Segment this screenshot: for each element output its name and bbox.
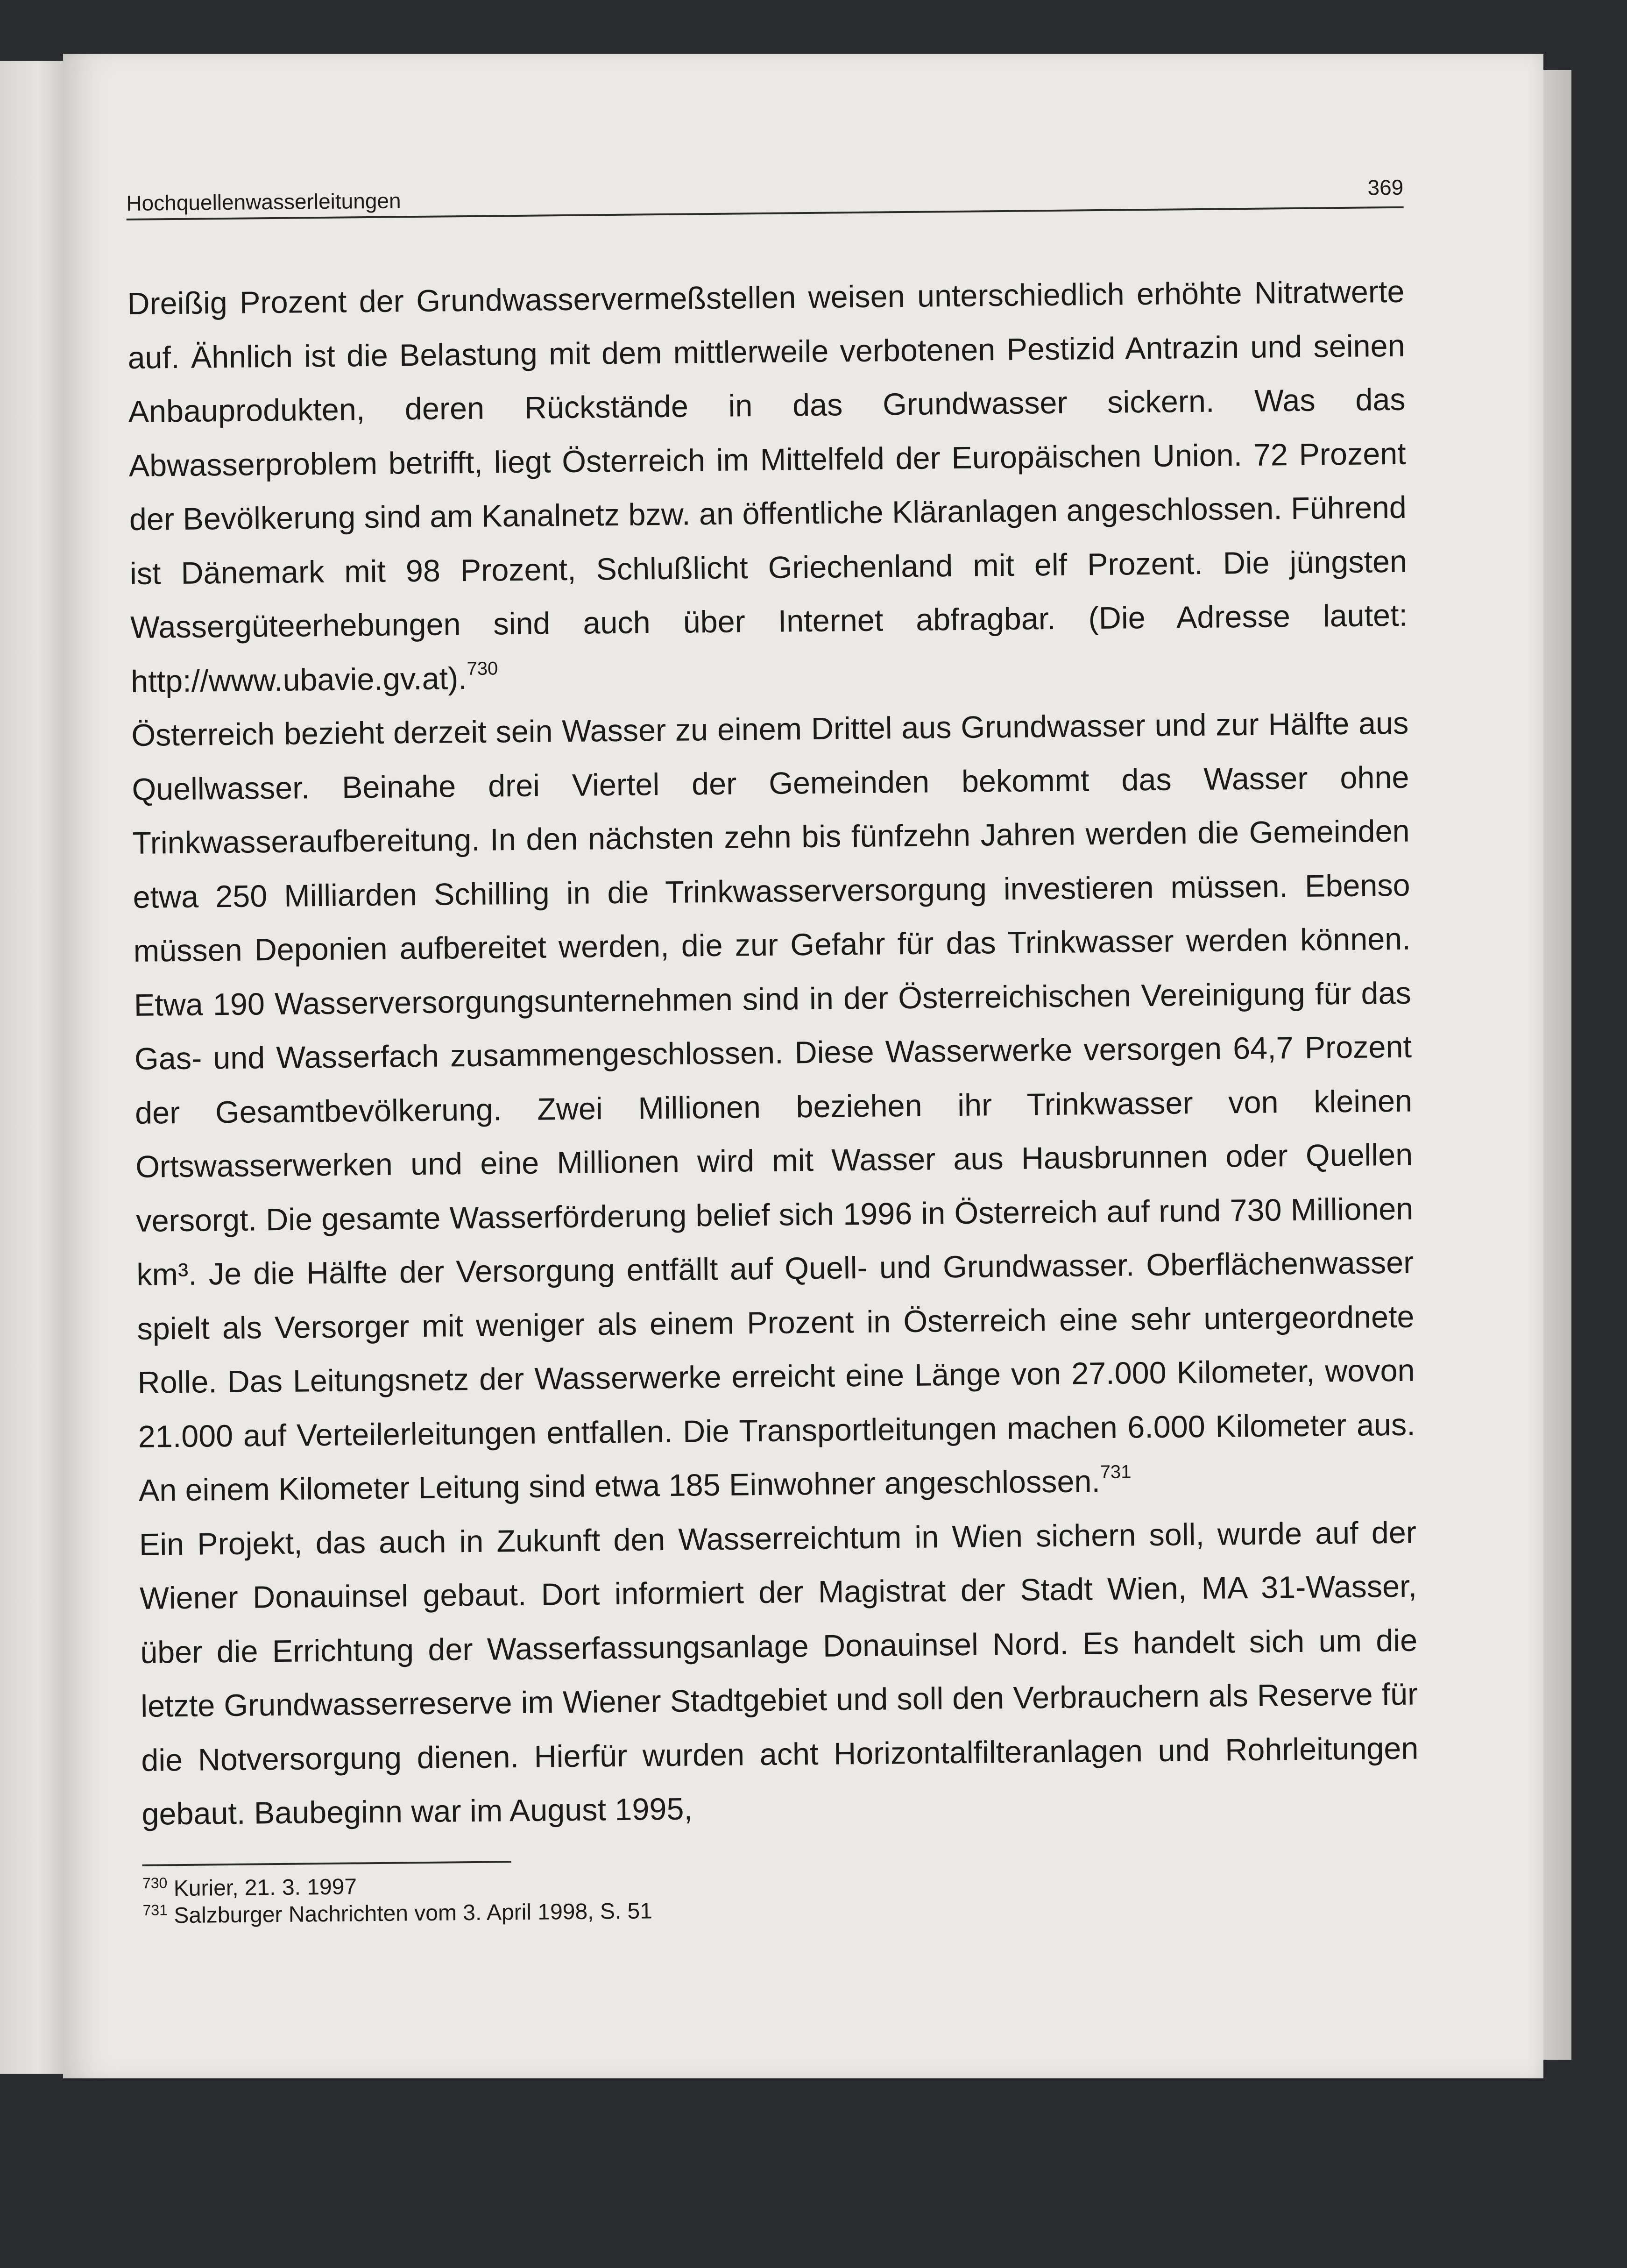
footnote-reference: 731 <box>1100 1461 1132 1482</box>
body-text <box>127 265 1419 1842</box>
page-content <box>126 170 1420 1930</box>
page-stack-edge <box>1543 70 1571 2060</box>
page-number: 369 <box>1367 175 1404 200</box>
footnote-reference: 730 <box>467 658 498 680</box>
footnote-number: 730 <box>142 1874 168 1892</box>
footnotes <box>142 1852 1420 1929</box>
footnote-divider <box>142 1861 511 1866</box>
footnote-number: 731 <box>142 1901 168 1919</box>
footnote-text: Salzburger Nachrichten vom 3. April 1998, S. 51 <box>174 1898 653 1928</box>
paragraph <box>139 1506 1419 1842</box>
paragraph-text: Ein Projekt, das auch in Zukunft den Wasserreichtum in Wien sichern soll, wurde auf der Wiener Donauinsel gebaut. Dort informiert der Magistrat der Stadt Wien, MA 31-Wasser, über die Errichtung der Wasserfassungsanlage Donauinsel Nord. Es handelt sich um die letzte Grundwasserreserve im Wiener Stadtgebiet und soll den Verbrauchern als Reserve für die Notversorgung dienen. Hierfür wurden acht Horizontalfilteranlagen und Rohrleitungen gebaut. Baubeginn war im August 1995, <box>139 1515 1419 1832</box>
previous-page-edge <box>0 61 63 2074</box>
paragraph <box>131 697 1416 1518</box>
paragraph <box>127 265 1408 709</box>
running-title: Hochquellenwasserleitungen <box>126 188 401 215</box>
paragraph-text: Österreich bezieht derzeit sein Wasser zu einem Drittel aus Grundwasser und zur Hälfte aus Quellwasser. Beinahe drei Viertel der Gemeinden bekommt das Wasser ohne Trinkwasseraufbereitung. In den nächsten zehn bis fünfzehn Jahren werden die Gemeinden etwa 250 Milliarden Schilling in die Trinkwasserversorgung investieren müssen. Ebenso müssen Deponien aufbereitet werden, die zur Gefahr für das Trinkwasser werden können. Etwa 190 Wasserversorgungsunternehmen sind in der Österreichischen Vereinigung für das Gas- und Wasserfach zusammengeschlossen. Diese Wasserwerke versorgen 64,7 Prozent der Gesamtbevölkerung. Zwei Millionen beziehen ihr Trinkwasser von kleinen Ortswasserwerken und eine Millionen wird mit Wasser aus Hausbrunnen oder Quellen versorgt. Die gesamte Wasserförderung belief sich 1996 in Österreich auf rund 730 Millionen km³. Je die Hälfte der Versorgung entfällt auf Quell- und Grundwasser. Oberflächenwasser spielt als Versorger mit weniger als einem Prozent in Österreich eine sehr untergeordnete Rolle. Das Leitungsnetz der Wasserwerke erreicht eine Länge von 27.000 Kilometer, wovon 21.000 auf Verteilerleitungen entfallen. Die Transportleitungen machen 6.000 Kilometer aus. An einem Kilometer Leitung sind etwa 185 Einwohner angeschlossen. <box>131 706 1416 1508</box>
paragraph-text: Dreißig Prozent der Grundwasservermeßstellen weisen unterschiedlich erhöhte Nitratwerte auf. Ähnlich ist die Belastung mit dem mittlerweile verbotenen Pestizid Antrazin und seinen Anbauprodukten, deren Rückstände in das Grundwasser sickern. Was das Abwasserproblem betrifft, liegt Österreich im Mittelfeld der Europäischen Union. 72 Prozent der Bevölkerung sind am Kanalnetz bzw. an öffentliche Kläranlagen angeschlossen. Führend ist Dänemark mit 98 Prozent, Schlußlicht Griechenland mit elf Prozent. Die jüngsten Wassergüteerhebungen sind auch über Internet abfragbar. (Die Adresse lautet: http://www.ubavie.gv.at). <box>127 274 1408 699</box>
footnote-text: Kurier, 21. 3. 1997 <box>173 1874 357 1901</box>
